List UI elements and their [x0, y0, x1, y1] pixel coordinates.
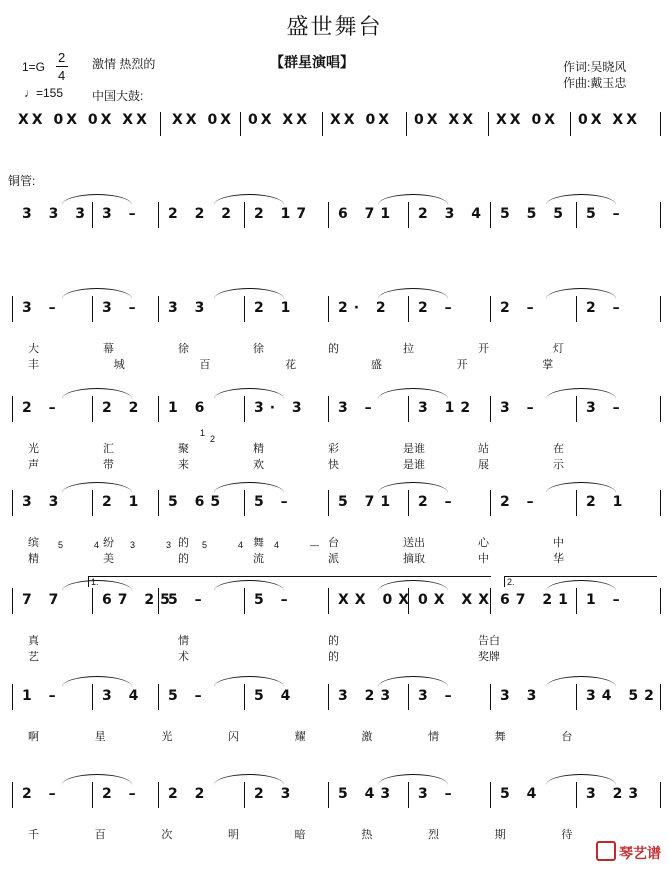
lyric-line-1-word: 的 [328, 343, 339, 355]
lyric-line-2-word: 艺 [28, 651, 39, 663]
slur-mark [62, 482, 132, 493]
measure-notes: 3 3 [22, 494, 65, 510]
lyric-line-2-word: 流 [253, 553, 264, 565]
lyric-line-2-word: 花 [285, 359, 297, 371]
lyric-line-2-word: 派 [328, 553, 339, 565]
barline [244, 396, 245, 422]
lyric-line-2-word: 华 [553, 553, 564, 565]
lyric-line-1-word: 心 [478, 537, 489, 549]
slur-mark [378, 288, 448, 299]
lyric-line-1-word: 星 [94, 731, 106, 743]
barline [12, 490, 13, 516]
barline [12, 588, 13, 614]
barline [158, 396, 159, 422]
lyric-line-1-word: 告白 [478, 635, 500, 647]
barline [12, 684, 13, 710]
barline [328, 396, 329, 422]
measure-notes: 2 – [586, 300, 626, 316]
measure-notes: 5 65 [168, 494, 227, 510]
lyric-line-1-word: 千 [28, 829, 39, 841]
time-signature-bottom: 4 [58, 68, 66, 83]
lyric-line-1-word: 在 [553, 443, 564, 455]
measure-notes: 2 3 4 [418, 206, 487, 222]
lyric-line-1-word: 开 [478, 343, 489, 355]
barline [328, 588, 329, 614]
barline [660, 202, 661, 228]
lyric-line-1-word: 站 [478, 443, 489, 455]
barline [408, 684, 409, 710]
lyric-line-1-word: 期 [494, 829, 506, 841]
measure-notes: 2 – [102, 786, 142, 802]
slur-mark [214, 774, 284, 785]
lyric-line-2-word: 盛 [370, 359, 382, 371]
lyric-line-1-word: 聚 [178, 443, 189, 455]
slur-mark [378, 676, 448, 687]
measure-notes: 2 17 [254, 206, 313, 222]
lyric-line-1-word: 大 [28, 343, 39, 355]
measure-notes: 2 – [500, 300, 540, 316]
measure-notes: 5 – [254, 592, 294, 608]
music-system [0, 577, 669, 672]
barline [660, 782, 661, 808]
measure-notes: 5 – [254, 494, 294, 510]
barline [92, 202, 93, 228]
barline [244, 588, 245, 614]
measure-notes: 3 3 [168, 300, 211, 316]
slur-mark [214, 194, 284, 205]
lyric-line-2-word: 快 [328, 459, 339, 471]
small-number: 4 [274, 540, 280, 550]
measure-notes: 3 23 [586, 786, 645, 802]
lyric-line-2-word: 带 [103, 459, 114, 471]
measure-notes: 5 4 [254, 688, 297, 704]
small-number: 2 [210, 434, 216, 444]
measure-notes: 3 – [418, 688, 458, 704]
lyric-line-1-word: 舞 [253, 537, 264, 549]
slur-mark [546, 194, 616, 205]
small-number: 1 [200, 428, 206, 438]
lyric-line-1-word: 烈 [428, 829, 439, 841]
barline [576, 396, 577, 422]
barline [92, 684, 93, 710]
lyric-line-1-word: 是谁 [403, 443, 425, 455]
measure-notes: 7 7 [22, 592, 65, 608]
barline [660, 684, 661, 710]
measure-notes: 1 6 [168, 400, 211, 416]
lyric-line-1-word: 舞 [494, 731, 506, 743]
measure-notes: 2 1 [586, 494, 629, 510]
measure-notes: 2 1 [102, 494, 145, 510]
barline [328, 296, 329, 322]
composer: 作曲:戴玉忠 [563, 76, 627, 90]
lyric-line-1-word: 明 [228, 829, 239, 841]
performer-subtitle: 【群星演唱】 [270, 54, 354, 70]
small-number: 5 [202, 540, 208, 550]
lyric-line-2-word: 百 [199, 359, 211, 371]
lyric-line-2-word: 摘取 [403, 553, 425, 565]
lyric-line-1-word: 彩 [328, 443, 339, 455]
lyric-line-1-word: 的 [328, 635, 339, 647]
lyric-line-2-word: 丰 [28, 359, 39, 371]
measure-notes: 34 52 [586, 688, 660, 704]
measure-notes: 1 – [22, 688, 62, 704]
lyric-line-2-word: 的 [178, 553, 189, 565]
lyric-line-2-word: 展 [478, 459, 489, 471]
lyric-line-1-word: 精 [253, 443, 264, 455]
lyric-line-1-word: 耀 [294, 731, 306, 743]
lyric-line-1-word: 闪 [228, 731, 239, 743]
barline [576, 782, 577, 808]
measure-notes: 5 43 [338, 786, 397, 802]
barline [660, 112, 661, 136]
barline [660, 396, 661, 422]
barline [328, 684, 329, 710]
measure-notes: 2 – [418, 300, 458, 316]
slur-mark [546, 676, 616, 687]
drum-label: 中国大鼓: [92, 89, 144, 103]
small-number: 3 [166, 540, 172, 550]
music-system [0, 400, 669, 480]
drum-bar-7: 0X XX [578, 112, 640, 128]
drum-bar-2: XX 0X [172, 112, 234, 128]
barline [490, 684, 491, 710]
barline [244, 684, 245, 710]
measure-notes: 3 4 [102, 688, 145, 704]
barline [408, 782, 409, 808]
measure-notes: 2 – [22, 400, 62, 416]
barline [158, 684, 159, 710]
lyric-line-2-word: 掌 [542, 359, 554, 371]
barline [408, 296, 409, 322]
barline [660, 296, 661, 322]
lyric-line-2-word: 中 [478, 553, 489, 565]
drum-bar-4: XX 0X [330, 112, 392, 128]
volta-1: 1. [88, 576, 491, 587]
lyric-line-1-word: 百 [94, 829, 106, 841]
measure-notes: 3 23 [338, 688, 397, 704]
lyric-line-1-word: 次 [161, 829, 173, 841]
lyric-line-1-word: 光 [161, 731, 173, 743]
music-system [0, 688, 669, 768]
watermark-logo [596, 841, 661, 863]
measure-notes: 3 – [102, 300, 142, 316]
brass-label: 铜管: [8, 174, 36, 188]
lyricist: 作词:吴晓风 [563, 60, 627, 74]
lyric-line-2-word: 示 [553, 459, 564, 471]
measure-notes: 2 – [22, 786, 62, 802]
slur-mark [378, 194, 448, 205]
music-system [0, 786, 669, 866]
measure-notes: 67 25 [102, 592, 176, 608]
barline [322, 112, 323, 136]
barline [158, 202, 159, 228]
lyric-line-2-word: 美 [103, 553, 114, 565]
measure-notes: 2 – [418, 494, 458, 510]
drum-bar-5: 0X XX [414, 112, 476, 128]
measure-notes: 2· 2 [338, 300, 392, 316]
music-system [0, 300, 669, 380]
slur-mark [62, 388, 132, 399]
measure-notes: 5 71 [338, 494, 397, 510]
barline [408, 202, 409, 228]
measure-notes: 2 3 [254, 786, 297, 802]
barline [490, 202, 491, 228]
drum-bar-1: XX 0X 0X XX [18, 112, 150, 128]
lyric-line-1-word: 光 [28, 443, 39, 455]
barline [244, 490, 245, 516]
drum-bar-3: 0X XX [248, 112, 310, 128]
lyric-line-1-word: 台 [561, 731, 573, 743]
drum-line [0, 112, 669, 142]
barline [328, 202, 329, 228]
barline [92, 490, 93, 516]
watermark-text: 琴艺谱 [619, 845, 661, 861]
barline [328, 490, 329, 516]
small-number: — [310, 540, 319, 550]
lyric-line-1-word: 拉 [403, 343, 414, 355]
slur-mark [378, 774, 448, 785]
lyric-line-1-word: 幕 [103, 343, 114, 355]
slur-mark [62, 288, 132, 299]
barline [490, 296, 491, 322]
barline [408, 396, 409, 422]
measure-notes: 3 – [338, 400, 378, 416]
measure-notes: 67 21 [500, 592, 574, 608]
slur-mark [214, 482, 284, 493]
time-signature-top: 2 [58, 50, 66, 65]
slur-mark [62, 774, 132, 785]
music-system [0, 494, 669, 574]
lyric-line-1-word: 热 [361, 829, 373, 841]
measure-notes: 2 2 2 [168, 206, 237, 222]
small-number: 4 [238, 540, 244, 550]
slur-mark [546, 774, 616, 785]
lyric-line-2-word: 来 [178, 459, 189, 471]
slur-mark [378, 482, 448, 493]
barline [490, 782, 491, 808]
score-title: 盛世舞台 [286, 14, 383, 39]
lyric-line-1-word: 待 [561, 829, 573, 841]
slur-mark [62, 676, 132, 687]
lyric-line-1-word: 暗 [294, 829, 306, 841]
barline [240, 112, 241, 136]
barline [576, 588, 577, 614]
barline [660, 588, 661, 614]
lyric-line-1-word: 徐 [178, 343, 189, 355]
lyric-line-1-word: 啊 [28, 731, 39, 743]
slur-mark [214, 388, 284, 399]
measure-notes: 3 12 [418, 400, 477, 416]
measure-notes: 3 3 [500, 688, 543, 704]
barline [92, 396, 93, 422]
barline [244, 202, 245, 228]
slur-mark [546, 288, 616, 299]
lyric-line-2-word: 城 [113, 359, 125, 371]
measure-notes: 3· 3 [254, 400, 308, 416]
small-number: 5 [58, 540, 64, 550]
barline [160, 112, 161, 136]
measure-notes: 3 3 3 [22, 206, 91, 222]
measure-notes: 0X XX [418, 592, 495, 608]
lyric-line-1-word: 台 [328, 537, 339, 549]
slur-mark [378, 388, 448, 399]
tempo-marking: ♩=155 [24, 86, 64, 100]
slur-mark [62, 194, 132, 205]
volta-2: 2. [504, 576, 657, 587]
lyric-line-1-word: 缤 [28, 537, 39, 549]
lyric-line-2-word: 的 [328, 651, 339, 663]
measure-notes: 2 1 [254, 300, 297, 316]
barline [490, 396, 491, 422]
key-signature: 1=G [22, 60, 46, 74]
barline [576, 490, 577, 516]
lyric-line-2-word: 是谁 [403, 459, 425, 471]
measure-notes: 5 4 [500, 786, 543, 802]
lyric-line-1-word: 送出 [403, 537, 425, 549]
measure-notes: 5 – [586, 206, 626, 222]
barline [158, 296, 159, 322]
time-signature-divider [56, 66, 68, 67]
barline [158, 782, 159, 808]
measure-notes: 1 – [586, 592, 626, 608]
barline [408, 490, 409, 516]
barline [660, 490, 661, 516]
measure-notes: 5 5 5 [500, 206, 569, 222]
measure-notes: 3 – [418, 786, 458, 802]
lyric-line-1-word: 灯 [553, 343, 564, 355]
measure-notes: 3 – [586, 400, 626, 416]
measure-notes: 3 – [22, 300, 62, 316]
slur-mark [214, 288, 284, 299]
lyric-line-1-word: 的 [178, 537, 189, 549]
lyric-line-1-word: 纷 [103, 537, 114, 549]
measure-notes: 3 – [500, 400, 540, 416]
barline [576, 296, 577, 322]
measure-notes: XX 0X [338, 592, 415, 608]
lyric-line-1-word: 激 [361, 731, 373, 743]
lyric-line-1-word: 情 [178, 635, 189, 647]
slur-mark [546, 388, 616, 399]
logo-icon [596, 841, 616, 861]
barline [12, 296, 13, 322]
barline [12, 782, 13, 808]
barline [92, 782, 93, 808]
expression-marking: 激情 热烈的 [92, 57, 156, 71]
barline [244, 782, 245, 808]
barline [12, 396, 13, 422]
barline [92, 588, 93, 614]
barline [570, 112, 571, 136]
music-system [0, 206, 669, 286]
measure-notes: 5 – [168, 592, 208, 608]
measure-notes: 2 2 [102, 400, 145, 416]
measure-notes: 3 – [102, 206, 142, 222]
small-number: 3 [130, 540, 136, 550]
drum-bar-6: XX 0X [496, 112, 558, 128]
measure-notes: 6 71 [338, 206, 397, 222]
barline [328, 782, 329, 808]
barline [244, 296, 245, 322]
measure-notes: 2 2 [168, 786, 211, 802]
slur-mark [546, 482, 616, 493]
slur-mark [214, 676, 284, 687]
lyric-line-2-word: 精 [28, 553, 39, 565]
barline [158, 490, 159, 516]
measure-notes: 5 – [168, 688, 208, 704]
small-number: 4 [94, 540, 100, 550]
barline [92, 296, 93, 322]
lyric-line-2-word: 声 [28, 459, 39, 471]
barline [488, 112, 489, 136]
barline [490, 490, 491, 516]
barline [576, 684, 577, 710]
lyric-line-1-word: 中 [553, 537, 564, 549]
lyric-line-2-word: 欢 [253, 459, 264, 471]
lyric-line-1-word: 真 [28, 635, 39, 647]
lyric-line-1-word: 徐 [253, 343, 264, 355]
barline [406, 112, 407, 136]
lyric-line-2-word: 开 [456, 359, 468, 371]
lyric-line-1-word: 情 [428, 731, 439, 743]
lyric-line-1-word: 汇 [103, 443, 114, 455]
lyric-line-2-word: 奖牌 [478, 651, 500, 663]
lyric-line-2-word: 术 [178, 651, 189, 663]
barline [576, 202, 577, 228]
measure-notes: 2 – [500, 494, 540, 510]
